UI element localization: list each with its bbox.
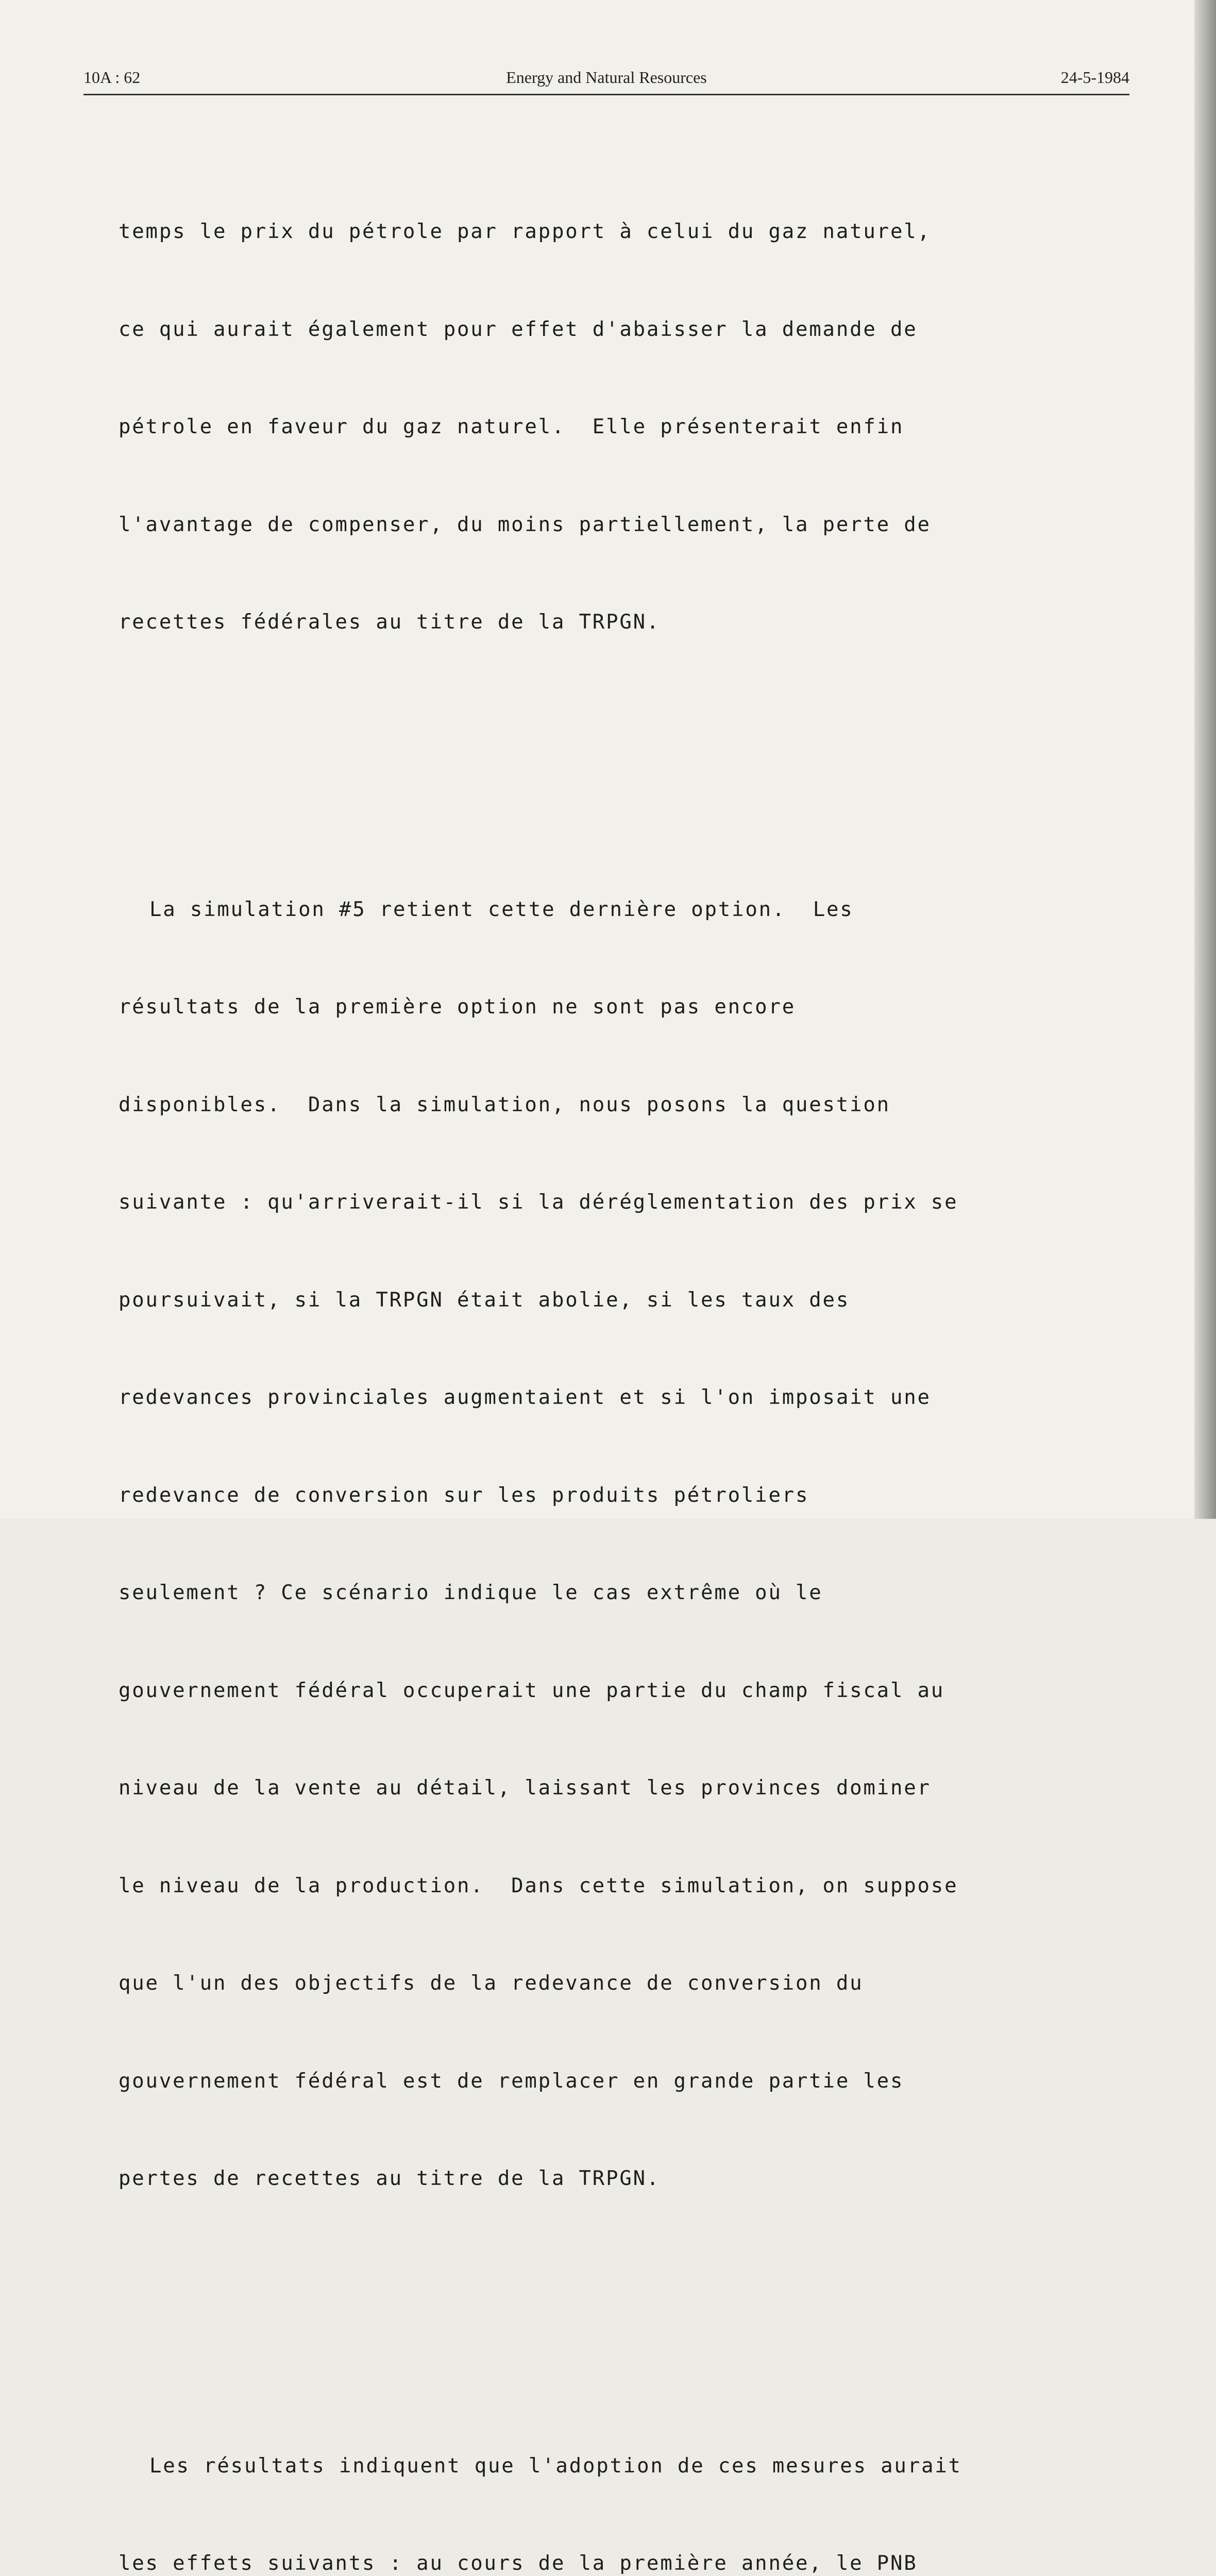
- text-line: disponibles. Dans la simulation, nous posons la question: [119, 1090, 1128, 1141]
- text-line: le niveau de la production. Dans cette simulation, on suppose: [119, 1871, 1128, 1922]
- text-line: recettes fédérales au titre de la TRPGN.: [119, 607, 1128, 658]
- text-line: suivante : qu'arriverait-il si la déréglementation des prix se: [119, 1187, 1128, 1239]
- page-edge-shadow: [1194, 0, 1216, 1519]
- paragraph-1: [119, 170, 1128, 705]
- running-title: Energy and Natural Resources: [83, 68, 1129, 87]
- text-line: poursuivait, si la TRPGN était abolie, si les taux des: [119, 1285, 1128, 1336]
- text-line: gouvernement fédéral est de remplacer en grande partie les: [119, 2066, 1128, 2117]
- page-header: [83, 68, 1129, 95]
- header-rule: [83, 94, 1129, 95]
- body-text: [119, 124, 1128, 2576]
- header-date: 24-5-1984: [1061, 68, 1129, 87]
- text-line: seulement ? Ce scénario indique le cas extrême où le: [119, 1578, 1128, 1629]
- paragraph-2: [119, 848, 1128, 2261]
- text-line: temps le prix du pétrole par rapport à celui du gaz naturel,: [119, 216, 1128, 268]
- text-line: La simulation #5 retient cette dernière option. Les: [119, 894, 1128, 946]
- text-line: résultats de la première option ne sont pas encore: [119, 992, 1128, 1043]
- text-line: que l'un des objectifs de la redevance de conversion du: [119, 1968, 1128, 2020]
- text-line: Les résultats indiquent que l'adoption de ces mesures aurait: [119, 2451, 1128, 2502]
- paragraph-gap: [119, 2308, 1128, 2358]
- paragraph-3: [119, 2404, 1128, 2576]
- paragraph-gap: [119, 751, 1128, 802]
- text-line: ce qui aurait également pour effet d'abaisser la demande de: [119, 314, 1128, 366]
- text-line: redevance de conversion sur les produits pétroliers: [119, 1480, 1128, 1532]
- text-line: redevances provinciales augmentaient et si l'on imposait une: [119, 1382, 1128, 1434]
- text-line: niveau de la vente au détail, laissant les provinces dominer: [119, 1773, 1128, 1824]
- text-line: pertes de recettes au titre de la TRPGN.: [119, 2163, 1128, 2215]
- page-number: 10A : 62: [83, 68, 140, 87]
- text-line: les effets suivants : au cours de la première année, le PNB: [119, 2548, 1128, 2576]
- text-line: gouvernement fédéral occuperait une partie du champ fiscal au: [119, 1675, 1128, 1727]
- text-line: l'avantage de compenser, du moins partiellement, la perte de: [119, 510, 1128, 561]
- text-line: pétrole en faveur du gaz naturel. Elle présenterait enfin: [119, 412, 1128, 463]
